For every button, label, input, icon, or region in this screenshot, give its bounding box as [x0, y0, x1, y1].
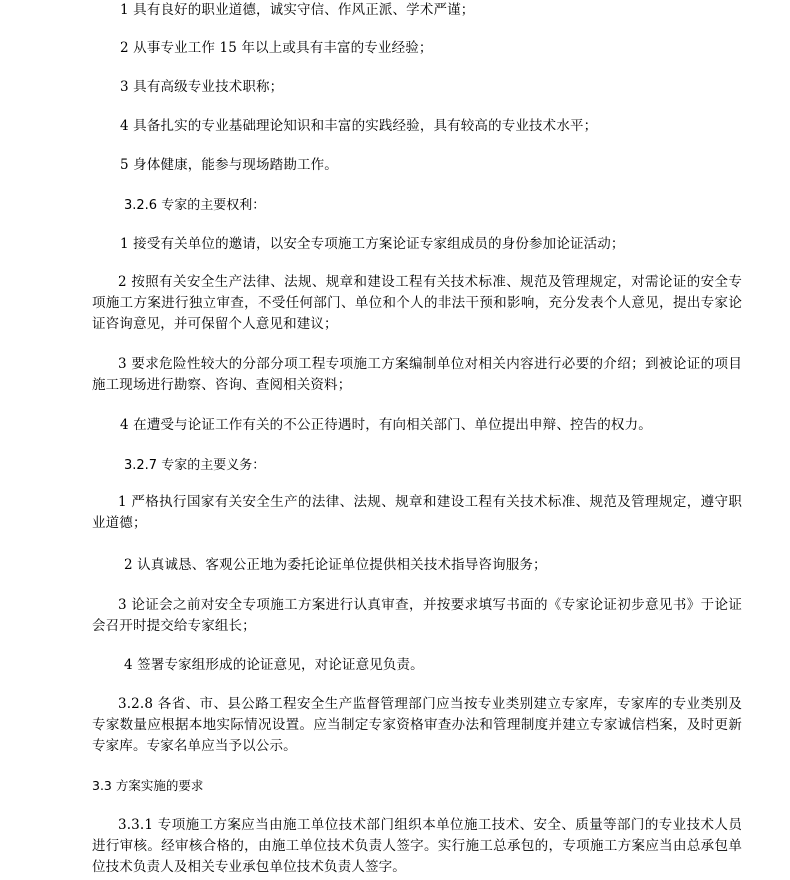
right-item-3: 3 要求危险性较大的分部分项工程专项施工方案编制单位对相关内容进行必要的介绍；到被论证的项目施工现场进行勘察、咨询、查阅相关资料； [92, 356, 742, 393]
duty-item-2: 2 认真诚恳、客观公正地为委托论证单位提供相关技术指导咨询服务； [124, 557, 547, 573]
qualification-item-5: 5 身体健康，能参与现场踏勘工作。 [120, 157, 338, 173]
right-item-1: 1 接受有关单位的邀请，以安全专项施工方案论证专家组成员的身份参加论证活动； [120, 236, 625, 252]
paragraph-3-3-1: 3.3.1 专项施工方案应当由施工单位技术部门组织本单位施工技术、安全、质量等部门的专业技术人员进行审核。经审核合格的，由施工单位技术负责人签字。实行施工总承包的，专项施工方案应当由总承包单位技术负责人及相关专业承包单位技术负责人签字。 [92, 817, 742, 875]
section-heading-3-2-6: 3.2.6 专家的主要权利： [124, 198, 266, 213]
qualification-item-2: 2 从事专业工作 15 年以上或具有丰富的专业经验； [120, 40, 433, 56]
duty-item-1: 1 严格执行国家有关安全生产的法律、法规、规章和建设工程有关技术标准、规范及管理规定，遵守职业道德； [92, 494, 742, 531]
right-item-2: 2 按照有关安全生产法律、法规、规章和建设工程有关技术标准、规范及管理规定，对需论证的安全专项施工方案进行独立审查，不受任何部门、单位和个人的非法干预和影响，充分发表个人意见，提出专家论证咨询意见，并可保留个人意见和建议； [92, 274, 742, 332]
section-heading-3-2-7: 3.2.7 专家的主要义务： [124, 458, 266, 473]
qualification-item-3: 3 具有高级专业技术职称； [120, 79, 284, 95]
right-item-4: 4 在遭受与论证工作有关的不公正待遇时，有向相关部门、单位提出申辩、控告的权力。 [120, 417, 652, 433]
duty-item-4: 4 签署专家组形成的论证意见，对论证意见负责。 [124, 657, 424, 673]
paragraph-3-2-8: 3.2.8 各省、市、县公路工程安全生产监督管理部门应当按专业类别建立专家库，专家库的专业类别及专家数量应根据本地实际情况设置。应当制定专家资格审查办法和管理制度并建立专家诚信档案，及时更新专家库。专家名单应当予以公示。 [92, 696, 742, 754]
duty-item-3: 3 论证会之前对安全专项施工方案进行认真审查，并按要求填写书面的《专家论证初步意见书》于论证会召开时提交给专家组长； [92, 597, 742, 634]
qualification-item-1: 1 具有良好的职业道德，诚实守信、作风正派、学术严谨； [120, 2, 475, 18]
qualification-item-4: 4 具备扎实的专业基础理论知识和丰富的实践经验，具有较高的专业技术水平； [120, 118, 598, 134]
section-heading-3-3: 3.3 方案实施的要求 [92, 778, 204, 793]
